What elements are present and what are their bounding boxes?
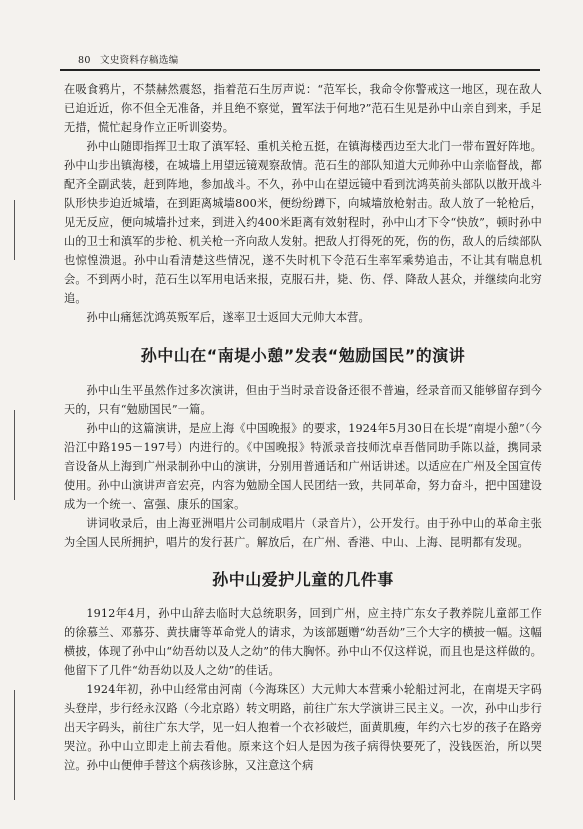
paragraph: 孙中山的这篇演讲，是应上海《中国晚报》的要求，1924年5月30日在长堤“南堤小憩”（今沿江中路195－197号）内进行的。《中国晚报》特派录音技师沈卓吾偕同助手陈以益，携同录音设备从上海到广州录制孙中山的演讲，分别用普通话和广州话讲述。以适应在广州及全国宣传使用。孙中山演讲声音宏亮，内容为勉励全国人民团结一致，共同革命，努力奋斗，把中国建设成为一个统一、富强、康乐的国家。 <box>64 422 542 511</box>
margin-line <box>14 200 15 260</box>
section-heading-wrap <box>64 327 542 381</box>
paragraph: 1924年初，孙中山经常由河南（今海珠区）大元帅大本营乘小轮船过河北，在南堤天字码头登岸，步行经永汉路（今北京路）转文明路，前往广东大学演讲三民主义。一次，孙中山步行出天字码头，前往广东大学，见一妇人抱着一个衣衫破烂，面黄肌瘦，年约六七岁的孩子在路旁哭泣。孙中山立即走上前去看他。原来这个妇人是因为孩子病得快要死了，没钱医治，所以哭泣。孙中山便伸手替这个病孩诊脉，又注意这个病 <box>64 683 542 772</box>
section-title-children: 孙中山爱护儿童的几件事 <box>212 569 394 589</box>
paragraph: 讲词收录后，由上海亚洲唱片公司制成唱片（录音片），公开发行。由于孙中山的革命主张为全国人民所拥护，唱片的发行甚广。解放后，在广州、香港、中山、上海、昆明都有发现。 <box>64 517 542 549</box>
margin-line <box>14 690 15 800</box>
page-number: 80 <box>78 55 91 66</box>
margin-line <box>14 410 15 500</box>
paragraph: 孙中山随即指挥卫士取了滇军轻、重机关枪五挺，在镇海楼西边至大北门一带布置好阵地。孙中山步出镇海楼，在城墙上用望远镜观察敌情。范石生的部队知道大元帅孙中山亲临督战，都配齐全副武装，赶到阵地，参加战斗。不久，孙中山在望远镜中看到沈鸿英前头部队以散开战斗队形快步迫近城墙，在到距离城墙800米，便纷纷蹲下，向城墙放枪射击。敌人放了一轮枪后，见无反应，便向城墙扑过来，到进入约400米距离有效射程时，孙中山才下令“快放”，顿时孙中山的卫士和滇军的步枪、机关枪一齐向敌人发射。把敌人打得死的死，伤的伤，敌人的后续部队也惊惶溃退。孙中山看清楚这些情况，遂不失时机下令范石生率军乘势追击，不让其有喘息机会。不到两小时，范石生以军用电话来报，克服石井，毙、伤、俘、降敌人甚众，并继续向北穷追。 <box>64 140 542 305</box>
paragraph: 孙中山生平虽然作过多次演讲，但由于当时录音设备还很不普遍，经录音而又能够留存到今天的，只有“勉励国民”一篇。 <box>64 384 542 416</box>
paragraph: 在吸食鸦片，不禁赫然震怒，指着范石生厉声说：“范军长，我命令你警戒这一地区，现在敌人已迫近近，你不但全无准备，并且绝不察觉，置军法于何地?”范石生见是孙中山亲自到来，手足无措，慌忙起身作立正听训姿势。 <box>64 83 542 134</box>
paragraph: 孙中山痛惩沈鸿英叛军后，遂率卫士返回大元帅大本营。 <box>86 311 370 324</box>
book-title: 文史资料存稿选编 <box>100 55 179 66</box>
page-header <box>78 52 548 66</box>
section-title-speech: 孙中山在“南堤小憩”发表“勉励国民”的演讲 <box>140 345 466 365</box>
paragraph: 1912年4月，孙中山辞去临时大总统职务，回到广州，应主持广东女子教养院儿童部工作的徐慕兰、邓慕芬、黄扶庸等革命党人的请求，为该部题赠“幼吾幼”三个大字的横披一幅。这幅横披，体现了孙中山“幼吾幼以及人之幼”的伟大胸怀。孙中山不仅这样说，而且也是这样做的。他留下了几件“幼吾幼以及人之幼”的佳话。 <box>64 607 542 677</box>
header-rule <box>60 69 540 71</box>
section-heading-wrap <box>64 552 542 604</box>
body-text <box>64 80 542 775</box>
